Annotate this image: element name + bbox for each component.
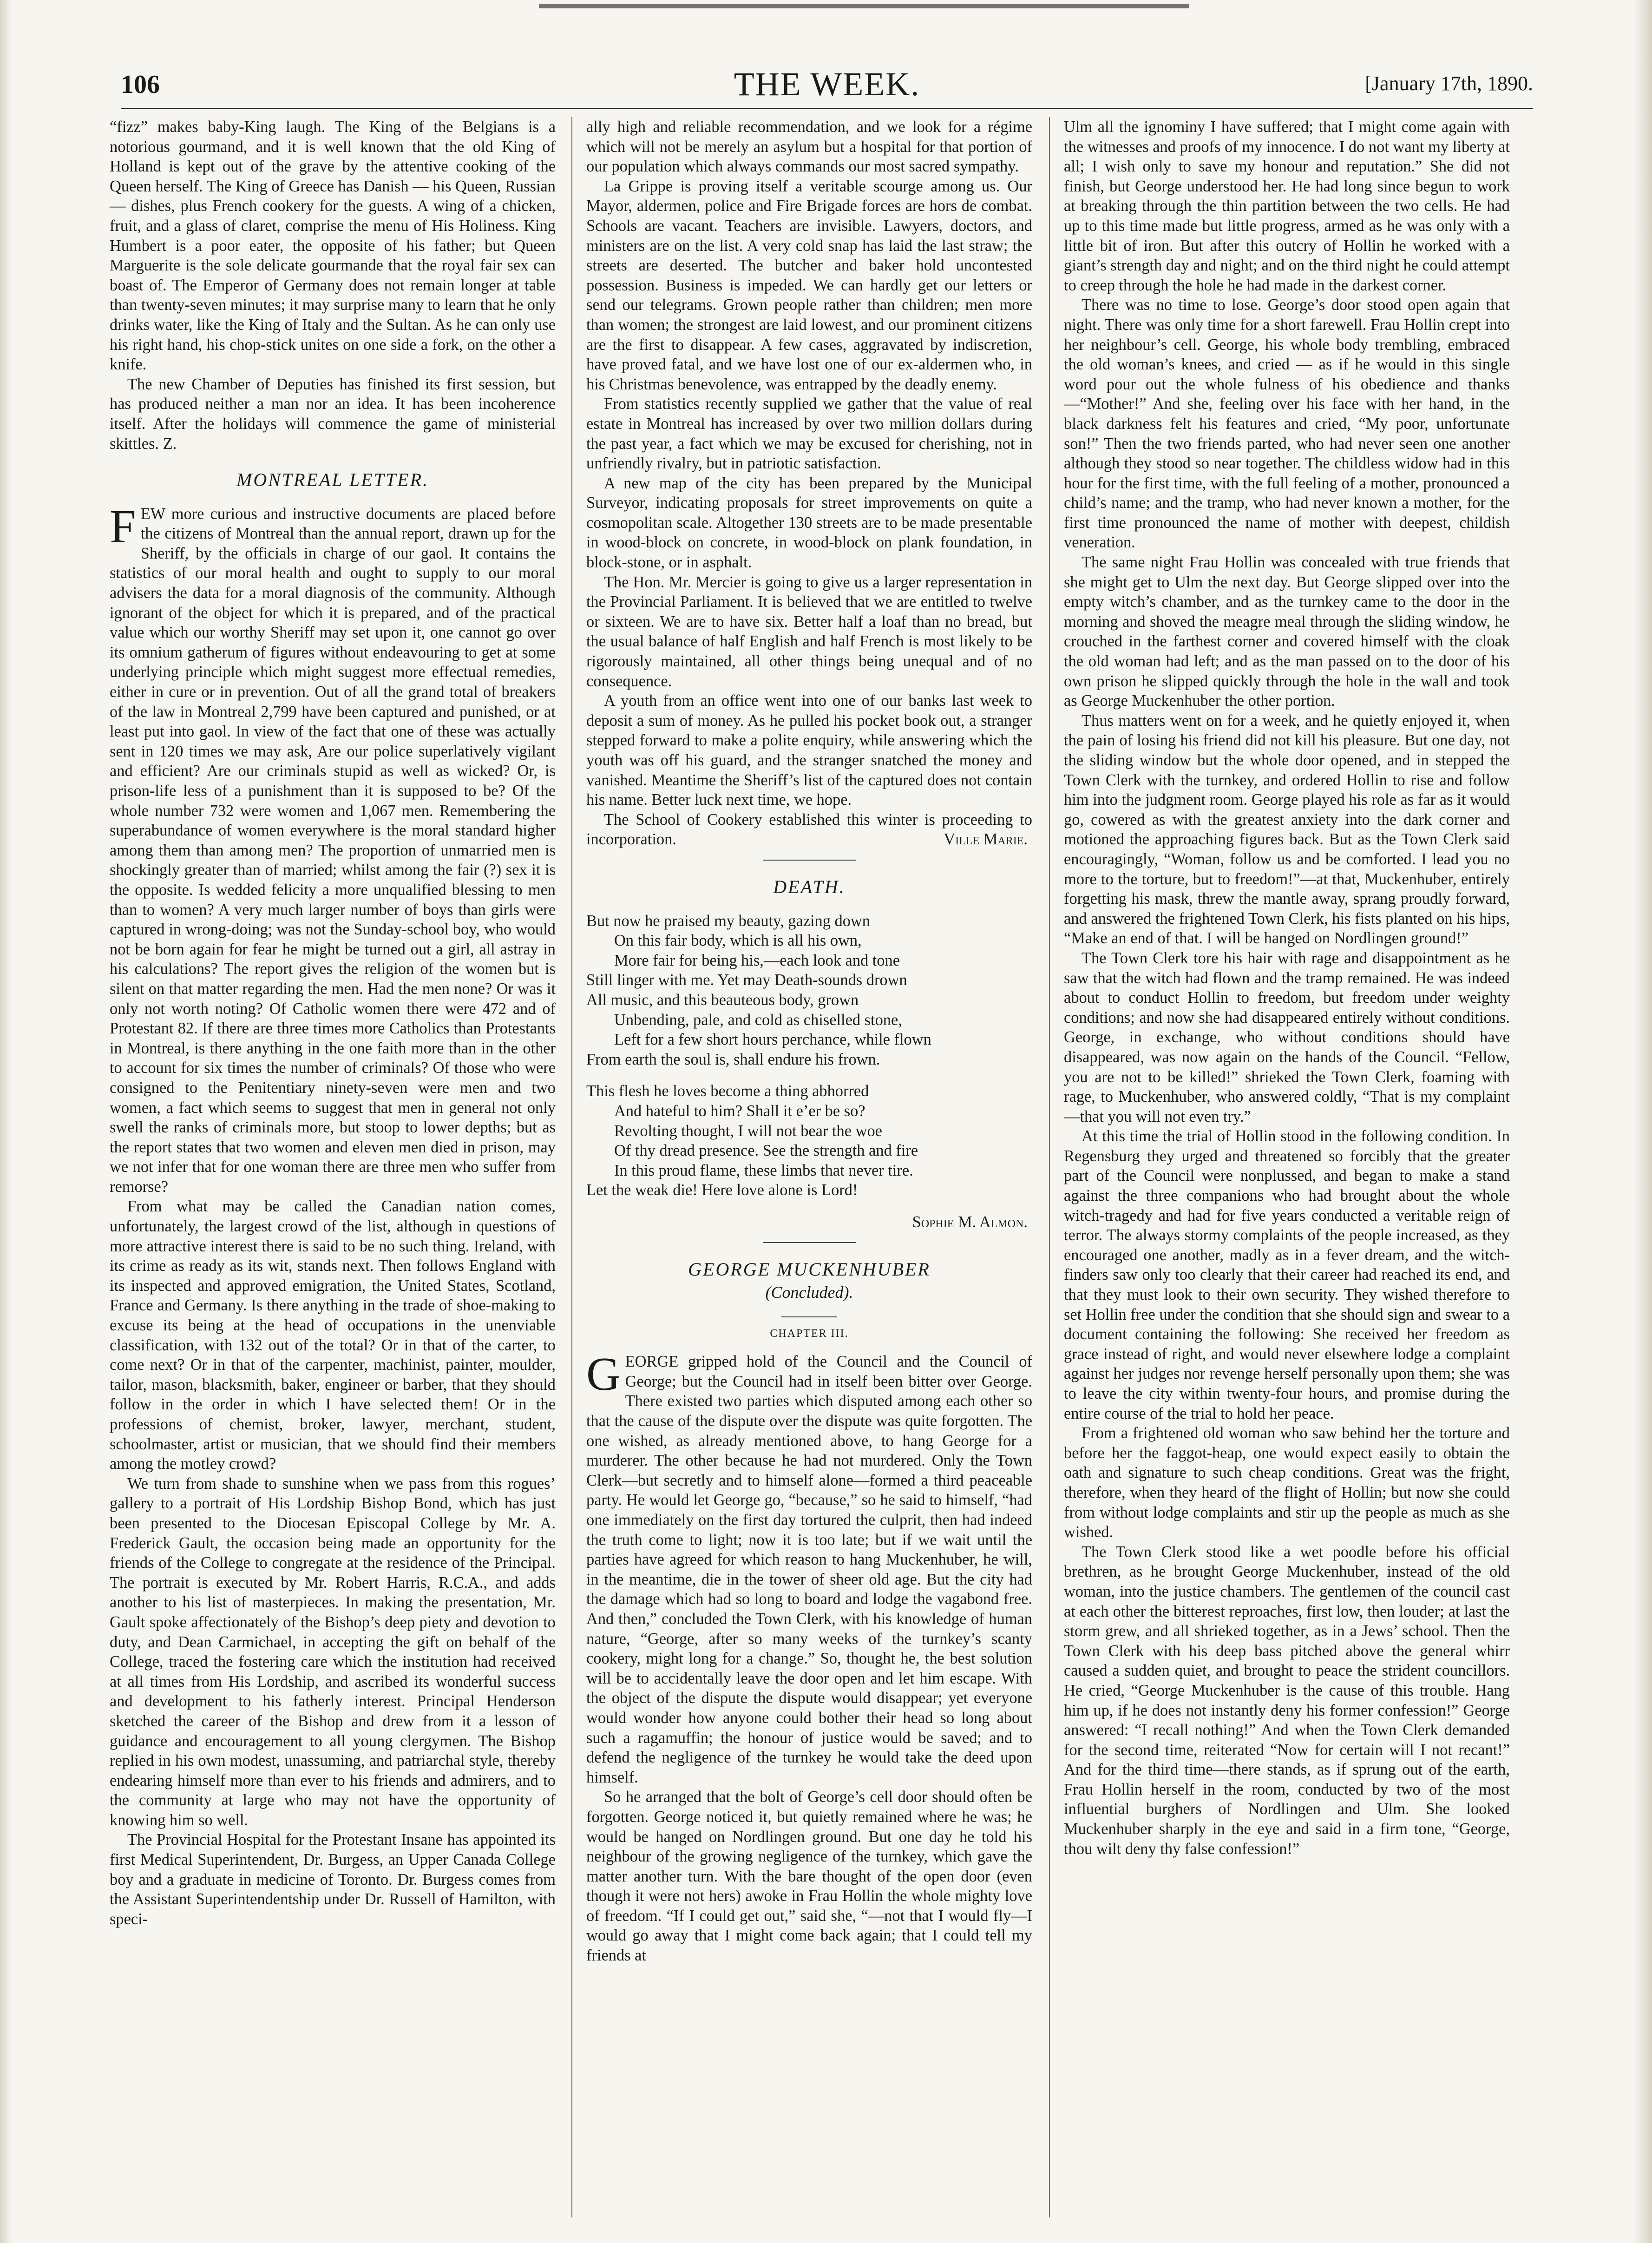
- section-heading-death: DEATH.: [773, 876, 846, 897]
- paragraph: The Provincial Hospital for the Protestant Insane has appointed its first Medical Superintendent, Dr. Burgess, an Upper Canada College boy and a graduate in medicine of Toronto. Dr. Burgess comes from the Assistant Superintendentship under Dr. Russell of Hamilton, with speci-: [110, 1831, 556, 1928]
- section-rule: [763, 860, 856, 861]
- paragraph-text: EORGE gripped hold of the Council and the Council of George; but the Council had in itself been bitter over George. There existed two parties which disputed among each other so that the cause of the dispute over the dispute was quite forgotten. The one wished, as already mentioned above, to hang George for a murderer. The other because he had not murdered. Only the Town Clerk—but secretly and to himself alone—formed a third peaceable party. He would let George go, “because,” so he said to himself, “had one immediately on the first day tortured the culprit, then had indeed the truth come to light; now it is too late; but if we wait until the parties have agreed for which reason to hang Muckenhuber, he will, in the meantime, die in the tower of sheer old age. But the city had the damage which had so long to board and lodge the vagabond free. And then,” concluded the Town Clerk, with his knowledge of human nature, “George, after so many weeks of the turnkey’s scanty cookery, might long for a change.” So, thought he, the best solution will be to accidentally leave the door open and let him escape. With the object of the dispute the dispute would disappear; yet everyone would wonder how anyone could bother their head so long about such a ragamuffin; the honour of justice would be saved; and to defend the negligence of the turnkey he would take the deed upon himself.: [586, 1353, 1032, 1786]
- issue-date: [January 17th, 1890.: [1365, 72, 1533, 95]
- poem-line: More fair for being his,—each look and tone: [614, 951, 900, 969]
- page-right-edge-shadow: [1633, 0, 1652, 2243]
- author-signature: Ville Marie.: [944, 830, 1028, 849]
- masthead: [121, 65, 1533, 107]
- poem-line: Left for a few short hours perchance, while flown: [614, 1031, 931, 1049]
- paragraph: We turn from shade to sunshine when we pass from this rogues’ gallery to a portrait of His Lordship Bishop Bond, which has just been presented to the Diocesan Episcopal College by Mr. A. Frederick Gault, the occasion being made an opportunity for the friends of the College to congregate at the residence of the Principal. The portrait is executed by Mr. Robert Harris, R.C.A., and adds another to his list of masterpieces. In making the presentation, Mr. Gault spoke affectionately of the Bishop’s deep piety and devotion to duty, and Dean Carmichael, in accepting the gift on behalf of the College, traced the fostering care which the institution had received at all times from His Lordship, and ascribed its wonderful success and development to his fatherly interest. Principal Henderson sketched the career of the Bishop and drew from it a lesson of guidance and encouragement to all young clergymen. The Bishop replied in his own modest, unassuming, and patriarchal style, thereby endearing himself more than ever to his friends and admirers, and to the community at large who may not have the opportunity of knowing him so well.: [110, 1474, 556, 1829]
- poem-stanza: [586, 911, 1032, 1070]
- paragraph: Thus matters went on for a week, and he quietly enjoyed it, when the pain of losing his friend did not kill his pleasure. But one day, not the sliding window but the whole door opened, and in stepped the Town Clerk with the turnkey, and ordered Hollin to rise and follow him into the judgment room. George played his role as far as it would go, cowered as with the greatest anxiety into the dark corner and motioned the approaching figures back. But as the Town Clerk said encouragingly, “Woman, follow us and be comforted. I lead you no more to the torture, but to freedom!”—at that, Muckenhuber, entirely forgetting his mask, threw the mantle away, sprang proudly forward, and answered the frightened Town Clerk, his fists planted on his hips, “Make an end of that. I will be hanged on Nordlingen ground!”: [1064, 711, 1510, 947]
- poem-line: And hateful to him? Shall it e’er be so?: [614, 1102, 865, 1120]
- poem-line: Unbending, pale, and cold as chiselled stone,: [614, 1011, 902, 1029]
- poem-line: Of thy dread presence. See the strength and fire: [614, 1142, 918, 1160]
- poem-line: From earth the soul is, shall endure his frown.: [586, 1050, 880, 1068]
- paragraph: The Hon. Mr. Mercier is going to give us a larger representation in the Provincial Parliament. It is believed that we are entitled to twelve or sixteen. We are to have six. Better half a loaf than no bread, but the usual balance of half English and half French is most likely to be rigorously maintained, all other things being unequal and of no consequence.: [586, 573, 1032, 690]
- paragraph: [586, 1348, 1032, 1787]
- paragraph: The same night Frau Hollin was concealed with true friends that she might get to Ulm the next day. But George slipped over into the empty witch’s chamber, and as the turnkey came to the door in the morning and shoved the meagre meal through the sliding window, he crouched in the farthest corner and covered himself with the cloak the old woman had left; and as the man passed on to the door of his own prison he slipped quickly through the hole in the wall and took as George Muckenhuber the other portion.: [1064, 553, 1510, 710]
- masthead-rule: [121, 108, 1533, 109]
- paragraph-text: The new Chamber of Deputies has finished its first session, but has produced neither a man nor an idea. It has been incoherence itself. After the holidays will commence the game of ministerial skittles.: [110, 375, 556, 453]
- paragraph: Ulm all the ignominy I have suffered; that I might come again with the witnesses and proofs of my innocence. I do not want my liberty at all; I wish only to save my honour and reputation.” She did not finish, but George understood her. He had long since begun to work at breaking through the thin partition between the two cells. He had up to this time made but little progress, armed as he was only with a little bit of iron. But after this outcry of Hollin he worked with a giant’s strength day and night; and on the third night he could attempt to creep through the hole he had made in the darkest corner.: [1064, 118, 1510, 294]
- column-divider: [571, 117, 572, 2217]
- journal-title: THE WEEK.: [734, 66, 920, 103]
- poem-line: All music, and this beauteous body, grown: [586, 991, 859, 1009]
- author-initial: Z.: [163, 434, 177, 453]
- poem-line: Still linger with me. Yet may Death-sounds drown: [586, 971, 907, 989]
- paragraph: The Town Clerk stood like a wet poodle before his official brethren, as he brought George Muckenhuber, instead of the old woman, into the justice chambers. The gentlemen of the council cast at each other the bitterest reproaches, first low, then louder; at last the storm grew, and all shrieked together, as in a Jews’ school. Then the Town Clerk with his deep bass pitched above the general whirr caused a sudden quiet, and brought to peace the strident councillors. He cried, “George Muckenhuber is the cause of this trouble. Hang him up, if he does not instantly deny his former confession!” George answered: “I recall nothing!” And when the Town Clerk demanded for the second time, reiterated “Now for certain will I not recant!” And for the third time—there stands, as if sprung out of the earth, Frau Hollin herself in the room, conducted by two of the most influential burghers of Nordlingen and Ulm. She looked Muckenhuber sharply in the eye and said in a firm tone, “George, thou wilt deny thy false confession!”: [1064, 1543, 1510, 1858]
- paragraph: ally high and reliable recommendation, and we look for a régime which will not be merely an asylum but a hospital for that portion of our population which always commands our most sacred sympathy.: [586, 118, 1032, 176]
- section-rule: [781, 1316, 837, 1317]
- paragraph: [110, 500, 556, 1197]
- poem-stanza: [586, 1081, 1032, 1200]
- poem-line: Revolting thought, I will not bear the woe: [614, 1122, 882, 1140]
- paragraph: So he arranged that the bolt of George’s cell door should often be forgotten. George noticed it, but quietly remained where he was; he would be hanged on Nordlingen ground. But one day he told his neighbour of the growing negligence of the turnkey, which gave the matter another turn. With the bare thought of the open door (even though it were not hers) awoke in Frau Hollin the whole mighty love of freedom. “If I could get out,” said she, “—not that I would fly—I would go away that I might come back again; that I could tell my friends at: [586, 1788, 1032, 1965]
- chapter-heading: CHAPTER III.: [770, 1327, 849, 1340]
- column-right: [1064, 117, 1510, 1859]
- poem-line: But now he praised my beauty, gazing down: [586, 912, 870, 930]
- drop-cap: G: [586, 1348, 621, 1401]
- page-left-edge-shadow: [0, 0, 11, 2243]
- paragraph: There was no time to lose. George’s door stood open again that night. There was only time for a short farewell. Frau Hollin crept into her neighbour’s cell. George, his whole body trembling, embraced the old woman’s knees, and cried — as if he would in this single word pour out the whole fulness of his obedience and thanks—“Mother!” And she, feeling over his face with her hand, in the black darkness felt his features and cried, “My poor, unfortunate son!” Then the two friends parted, who had never seen one another although they stood so near together. The childless widow had in this hour for the first time, with the full feeling of a mother, pronounced a child’s name; and the tramp, who had never known a mother, for the first time pronounced the name of mother with deepest, childish veneration.: [1064, 296, 1510, 552]
- section-subheading: (Concluded).: [765, 1283, 853, 1302]
- paragraph: [110, 375, 556, 454]
- paragraph: At this time the trial of Hollin stood in the following condition. In Regensburg they urged and threatened so forcibly that the greater part of the Council were nonplussed, and began to make a stand against the three companions who had brought about the whole witch-tragedy and had for five years conducted a veritable reign of terror. The always stormy complaints of the people increased, as they encouraged one another, madly as in a fever dream, and the witch-finders saw only too clearly that their career had reached its end, and that they must look to their own security. They wished therefore to set Hollin free under the condition that she should sign and swear to a document containing the following: She received her freedom as grace instead of right, and would never elsewhere lodge a complaint against her judges nor revenge herself personally upon them; she was to leave the city within twenty-four hours, and promise during the entire course of the trial to hold her peace.: [1064, 1127, 1510, 1422]
- section-rule: [763, 1242, 856, 1243]
- drop-cap: F: [110, 500, 136, 553]
- paragraph: “fizz” makes baby-King laugh. The King of the Belgians is a notorious gourmand, and it is well known that the old King of Holland is kept out of the grave by the attentive cooking of the Queen herself. The King of Greece has Danish — his Queen, Russian — dishes, plus French cookery for the guests. A wing of a chicken, fruit, and a glass of claret, comprise the menu of His Holiness. King Humbert is a poor eater, the opposite of his father; but Queen Marguerite is the sole delicate gourmande that the royal fair sex can boast of. The Emperor of Germany does not remain longer at table than twenty-seven minutes; it may surprise many to learn that he only drinks water, like the King of Italy and the Sultan. As he can only use his right hand, his chop-stick unites on one side a fork, on the other a knife.: [110, 118, 556, 374]
- top-edge-mark: [28, 4, 1626, 10]
- paragraph: From a frightened old woman who saw behind her the torture and before her the faggot-heap, one would expect easily to obtain the oath and signature to such cheap conditions. Great was the fright, therefore, when they heard of the flight of Hollin; but now she could from without lodge complaints and stir up the people as much as she wished.: [1064, 1424, 1510, 1541]
- column-divider: [1049, 117, 1050, 2217]
- paragraph-text: The School of Cookery established this winter is proceeding to incorporation.: [586, 810, 1032, 849]
- paragraph-text: EW more curious and instructive documents are placed before the citizens of Montreal than the annual report, drawn up for the Sheriff, by the officials in charge of our gaol. It contains the statistics of our moral health and ought to supply to our moral advisers the data for a moral diagnosis of the community. Although ignorant of the object for which it is prepared, and of the practical value which our worthy Sheriff may set upon it, one cannot go over its omnium gatherum of figures without endeavouring to get at some underlying principle which might suggest more effectual remedies, either in cure or in prevention. Out of all the grand total of breakers of the law in Montreal 2,799 have been captured and punished, or at least put into gaol. In view of the fact that one of these was actually sent in 120 times we may ask, Are our police superlatively vigilant and efficient? Are our criminals stupid as well as wicked? Or, is prison-life less of a punishment than it is supposed to be? Of the whole number 732 were women and 1,067 men. Remembering the superabundance of women everywhere is the moral standard higher among them than among men? The proportion of unmarried men is shockingly greater than of married; whilst among the fair (?) sex it is the opposite. Is wedded felicity a more unqualified blessing to men than to women? A very much larger number of boys than girls were captured in wrong-doing; was not the Sunday-school boy, who would not be born again for fear he might be turned out a girl, all astray in his calculations? The report gives the religion of the women but is silent on that matter regarding the men. Had the men none? Or was it only not worth noting? Of Catholic women there were 472 and of Protestant 82. If there are three times more Catholics than Protestants in Montreal, is there anything in the one faith more than in the other to account for six times the number of criminals? Of those who were consigned to the Penitentiary ninety-seven were men and two women, a fact which seems to suggest that men in general not only swell the ranks of criminals more, but stoop to lower depths; but as the report states that two women and eleven men died in prison, may we not infer that for one woman there are three men who suffer from remorse?: [110, 505, 556, 1196]
- paragraph: From what may be called the Canadian nation comes, unfortunately, the largest crowd of the list, although in questions of more attractive interest there is said to be no such thing. Ireland, with its crime as ready as its wit, stands next. Then follows England with its inspected and approved emigration, the United States, Scotland, France and Germany. Is there anything in the trade of shoe-making to excuse its being at the head of occupations in the unenviable classification, with 132 out of the total? Or in that of the carter, to come next? Or in that of the carpenter, machinist, painter, moulder, tailor, mason, blacksmith, baker, engineer or barber, that they should follow in the order in which I have selected them! Or in the professions of chemist, broker, lawyer, merchant, student, schoolmaster, artist or musician, that we should find their members among the motley crowd?: [110, 1197, 556, 1473]
- poem-line: On this fair body, which is all his own,: [614, 932, 862, 950]
- column-left: [110, 117, 556, 1929]
- page-number: 106: [121, 70, 160, 99]
- poem: [586, 911, 1032, 1232]
- section-heading-montreal-letter: MONTREAL LETTER.: [236, 469, 429, 491]
- paragraph: The Town Clerk tore his hair with rage and disappointment as he saw that the witch had flown and the tramp remained. He was indeed about to conduct Hollin to freedom, but freedom under weighty conditions; and now she had disappeared entirely without conditions. George, in exchange, who without conditions should have disappeared, was now again on the hands of the Council. “Fellow, you are not to be killed!” shrieked the Town Clerk, foaming with rage, to Muckenhuber, who answered coldly, “That is my complaint—that you will not even try.”: [1064, 949, 1510, 1125]
- poem-line: In this proud flame, these limbs that never tire.: [614, 1161, 913, 1179]
- paragraph: A youth from an office went into one of our banks last week to deposit a sum of money. As he pulled his pocket book out, a stranger stepped forward to make a polite enquiry, while answering which the youth was off his guard, and the stranger snatched the money and vanished. Meantime the Sheriff’s list of the captured does not contain his name. Better luck next time, we hope.: [586, 692, 1032, 809]
- poem-line: This flesh he loves become a thing abhorred: [586, 1082, 869, 1100]
- poem-line: Let the weak die! Here love alone is Lord!: [586, 1181, 858, 1199]
- poem-author: Sophie M. Almon.: [912, 1213, 1028, 1231]
- column-middle: [586, 117, 1032, 1966]
- section-heading-george-muckenhuber: GEORGE MUCKENHUBER: [688, 1259, 931, 1280]
- paragraph: [586, 810, 1032, 849]
- paragraph: From statistics recently supplied we gather that the value of real estate in Montreal has increased by over two million dollars during the past year, a fact which we may be excused for cherishing, not in unfriendly rivalry, but in patriotic satisfaction.: [586, 395, 1032, 473]
- paragraph: La Grippe is proving itself a veritable scourge among us. Our Mayor, aldermen, police and Fire Brigade forces are hors de combat. Schools are vacant. Teachers are invisible. Lawyers, doctors, and ministers are on the list. A very cold snap has laid the last straw; the streets are deserted. The butcher and baker hold uncontested possession. Business is impeded. We can hardly get our letters or send our telegrams. Grown people rather than children; men more than women; the strongest are laid lowest, and our prominent citizens are the first to disappear. A few cases, aggravated by indiscretion, have proved fatal, and we have lost one of our ex-aldermen who, in his Christmas benevolence, was entrapped by the deadly enemy.: [586, 177, 1032, 393]
- paragraph: A new map of the city has been prepared by the Municipal Surveyor, indicating proposals for street improvements on quite a cosmopolitan scale. Altogether 130 streets are to be made presentable in wood-block on concrete, in wood-block on plank foundation, in block-stone, or in asphalt.: [586, 474, 1032, 572]
